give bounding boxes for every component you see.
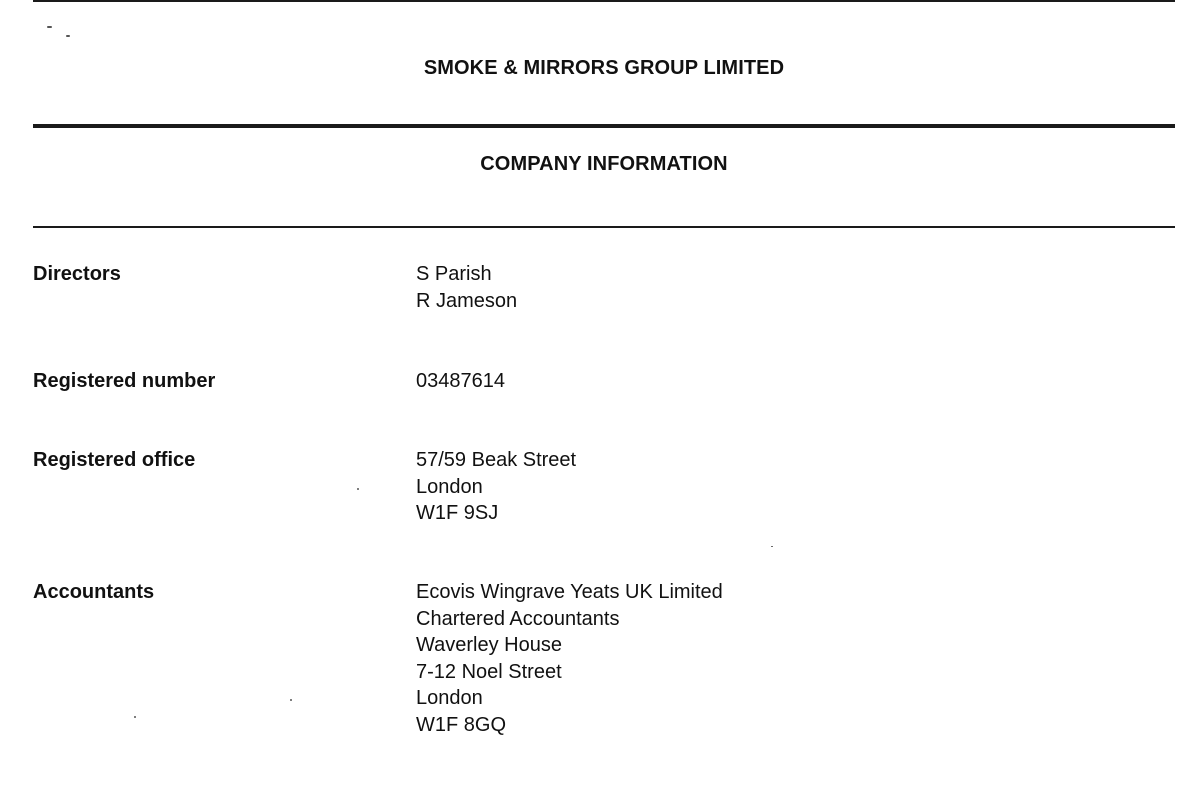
registered-office-address [416,447,576,527]
address-line: W1F 8GQ [416,713,507,736]
registered-number-label: Registered number [33,370,216,392]
director-name: S Parish [416,263,492,285]
address-line: London [416,687,483,709]
address-line: W1F 9SJ [416,502,499,524]
scan-speck [47,26,52,28]
heading-rule [33,124,1175,128]
accountants-label: Accountants [33,581,155,603]
address-line: Chartered Accountants [416,607,620,630]
accountants-address [416,579,723,738]
registered-number-value [416,368,505,395]
registered-number: 03487614 [416,370,505,392]
scan-speck [134,716,136,718]
directors-values [416,261,517,314]
scan-speck [66,35,70,37]
registered-office-label: Registered office [33,449,196,471]
address-line: 7-12 Noel Street [416,660,562,683]
address-line: 57/59 Beak Street [416,449,577,471]
address-line: Ecovis Wingrave Yeats UK Limited [416,581,723,603]
address-line: London [416,475,483,498]
top-rule [33,0,1175,2]
section-rule [33,226,1175,228]
address-line: Waverley House [416,634,562,656]
scan-speck [290,699,292,701]
company-name: SMOKE & MIRRORS GROUP LIMITED [423,57,785,79]
directors-label: Directors [33,263,121,285]
director-name: R Jameson [416,289,518,312]
scan-speck [771,546,773,547]
section-title: COMPANY INFORMATION [480,153,728,175]
scan-speck [357,488,359,490]
